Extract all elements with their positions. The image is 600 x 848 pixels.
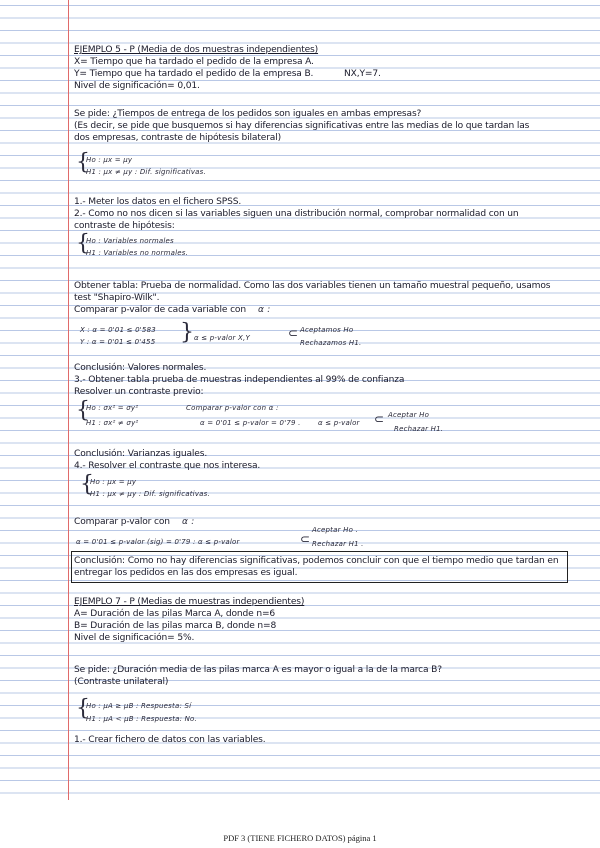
step7-1: 1.- Crear fichero de datos con las variables. xyxy=(74,735,266,745)
conclusion-final-line-1: Conclusión: Como no hay diferencias significativas, podemos concluir con que el tiempo medio que tardan en xyxy=(74,556,559,566)
question-line-3: dos empresas, contraste de hipótesis bilateral) xyxy=(74,133,281,143)
reject-h1: Rechazamos H1. xyxy=(300,339,362,347)
conclusion-final-line-2: entregar los pedidos en las dos empresas es igual. xyxy=(74,568,298,578)
variance-calc: α = 0'01 ≤ p-valor = 0'79 . xyxy=(200,419,301,427)
hypothesis-brace: { xyxy=(76,150,90,175)
hypothesis-h0: Ho : μx = μy xyxy=(86,156,133,164)
variance-rule: α ≤ p-valor xyxy=(318,419,360,427)
x-definition: X= Tiempo que ha tardado el pedido de la empresa A. xyxy=(74,57,314,67)
hypothesis2-h0: Ho : μx = μy xyxy=(90,478,137,486)
variance-accept: Aceptar Ho xyxy=(388,411,430,419)
step-4: 4.- Resolver el contraste que nos interesa. xyxy=(74,461,261,471)
final-calc: α = 0'01 ≤ p-valor (sig) = 0'79 : α ≤ p-valor xyxy=(76,538,240,546)
variance-h0: Ho : σx² = σy² xyxy=(86,404,139,412)
pvalue-x: X : α = 0'01 ≤ 0'583 xyxy=(80,326,156,334)
step-2-line-1: 2.- Como no nos dicen si las variables siguen una distribución normal, comprobar normalidad con un xyxy=(74,209,519,219)
question7-line-2: (Contraste unilateral) xyxy=(74,677,169,687)
example5-title: EJEMPLO 5 - P (Media de dos muestras independientes) xyxy=(74,45,319,55)
obtain-table-line-1: Obtener tabla: Prueba de normalidad. Como las dos variables tienen un tamaño muestral pequeño, usamos xyxy=(74,281,551,291)
variance-arrow-icon: ⊂ xyxy=(374,412,385,426)
b-definition: B= Duración de las pilas marca B, donde n=8 xyxy=(74,621,277,631)
significance-level-7: Nivel de significación= 5%. xyxy=(74,633,195,643)
alpha-symbol: α : xyxy=(258,305,271,315)
hypothesis7-h1: H1 : μA < μB : Respuesta: No. xyxy=(86,715,197,723)
final-reject: Rechazar H1 . xyxy=(312,540,364,548)
hypothesis7-brace: { xyxy=(76,696,90,721)
question7-line-1: Se pide: ¿Duración media de las pilas marca A es mayor o igual a la de la marca B? xyxy=(74,665,442,675)
compare-pvalue-each: Comparar p-valor de cada variable con xyxy=(74,305,246,315)
step-2-line-2: contraste de hipótesis: xyxy=(74,221,175,231)
alpha-symbol-2: α : xyxy=(182,517,195,527)
obtain-table-line-2: test "Shapiro-Wilk". xyxy=(74,293,160,303)
hypothesis2-brace: { xyxy=(80,472,94,497)
variance-compare: Comparar p-valor con α : xyxy=(186,404,279,412)
conclusion-variances: Conclusión: Varianzas iguales. xyxy=(74,449,208,459)
a-definition: A= Duración de las pilas Marca A, donde n=6 xyxy=(74,609,276,619)
hypothesis2-h1: H1 : μx ≠ μy : Dif. significativas. xyxy=(90,490,210,498)
conclusion-normal: Conclusión: Valores normales. xyxy=(74,363,207,373)
resolve-prior-test: Resolver un contraste previo: xyxy=(74,387,204,397)
pvalue-brace: } xyxy=(180,320,194,345)
pvalue-y: Y : α = 0'01 ≤ 0'455 xyxy=(80,338,156,346)
sample-size-note: NX,Y=7. xyxy=(344,69,381,79)
hypothesis-h1: H1 : μx ≠ μy : Dif. significativas. xyxy=(86,168,206,176)
step-3: 3.- Obtener tabla prueba de muestras independientes al 99% de confianza xyxy=(74,375,405,385)
question-line-1: Se pide: ¿Tiempos de entrega de los pedidos son iguales en ambas empresas? xyxy=(74,109,422,119)
variance-brace: { xyxy=(76,398,90,423)
variance-reject: Rechazar H1. xyxy=(394,425,444,433)
final-arrow-icon: ⊂ xyxy=(300,532,311,546)
significance-level: Nivel de significación= 0,01. xyxy=(74,81,200,91)
final-accept: Aceptar Ho . xyxy=(312,526,358,534)
question-line-2: (Es decir, se pide que busquemos si hay diferencias significativas entre las medias de lo que tardan las xyxy=(74,121,530,131)
normality-h0: Ho : Variables normales xyxy=(86,237,174,245)
page-footer: PDF 3 (TIENE FICHERO DATOS) página 1 xyxy=(223,833,377,843)
y-definition: Y= Tiempo que ha tardado el pedido de la empresa B. xyxy=(74,69,314,79)
branch-arrow-icon: ⊂ xyxy=(288,326,299,340)
hypothesis7-h0: Ho : μA ≥ μB : Respuesta: Sí xyxy=(86,702,192,710)
accept-h0: Aceptamos Ho xyxy=(300,326,354,334)
variance-h1: H1 : σx² ≠ σy² xyxy=(86,419,139,427)
normality-h1: H1 : Variables no normales. xyxy=(86,249,189,257)
margin-line xyxy=(68,0,69,800)
normality-brace: { xyxy=(76,231,90,256)
compare-pvalue: Comparar p-valor con xyxy=(74,517,170,527)
pvalue-rule: α ≤ p-valor X,Y xyxy=(194,334,250,342)
example7-title: EJEMPLO 7 - P (Medias de muestras independientes) xyxy=(74,597,305,607)
step-1: 1.- Meter los datos en el fichero SPSS. xyxy=(74,197,242,207)
